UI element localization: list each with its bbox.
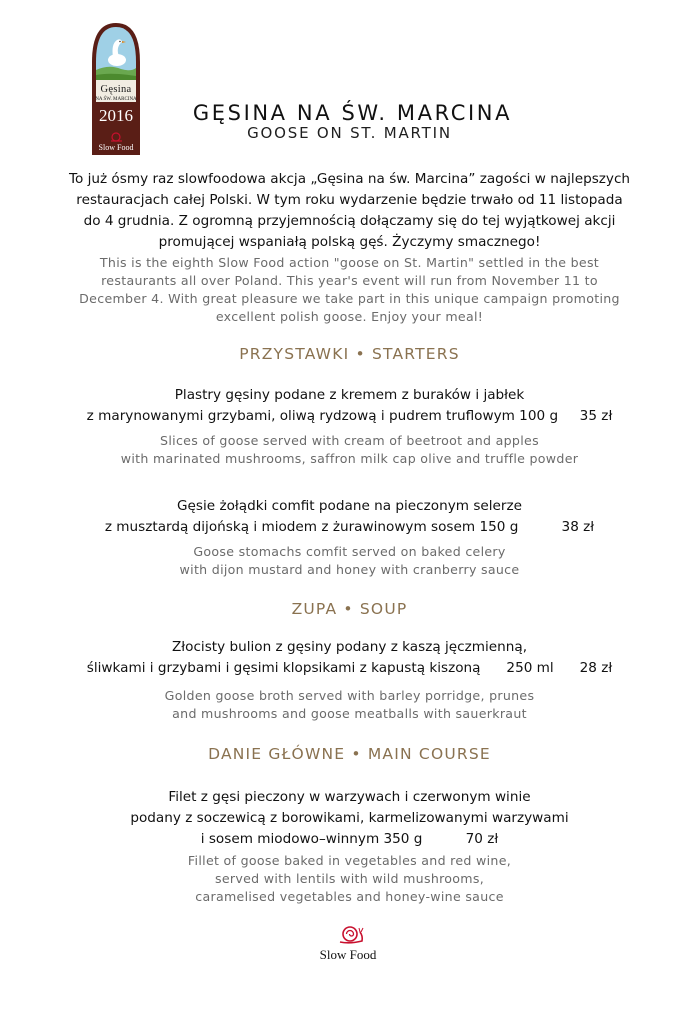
section-heading-soup: ZUPA • SOUP [291,600,408,618]
badge-year: 2016 [99,106,133,125]
dish-pl-line: śliwkami i grzybami i gęsimi klopsikami z kapustą kiszoną 250 ml 28 zł [86,660,613,676]
intro-en-line: December 4. With great pleasure we take part in this unique campaign promoting [79,291,620,306]
intro-en-line: This is the eighth Slow Food action "goose on St. Martin" settled in the best [99,255,600,270]
page-title: GĘSINA NA ŚW. MARCINA [192,101,513,125]
dish-en-line: caramelised vegetables and honey-wine sauce [195,889,504,904]
dish-en [0,432,699,468]
dish-pl [0,637,699,679]
dish-en [0,852,699,906]
section-heading-starters: PRZYSTAWKI • STARTERS [239,345,460,363]
dish-pl-line: Filet z gęsi pieczony w warzywach i czerwonym winie [168,789,531,805]
dish-en-line: with marinated mushrooms, saffron milk cap olive and truffle powder [120,451,579,466]
intro-polish [0,169,699,253]
dish-pl-line: i sosem miodowo–winnym 350 g 70 zł [200,831,499,847]
dish-pl [0,787,699,850]
dish-pl-line: Gęsie żołądki comfit podane na pieczonym selerze [177,498,522,514]
dish-pl-line: Złocisty bulion z gęsiny podany z kaszą jęczmienną, [171,639,528,655]
dish-pl [0,385,699,427]
footer-brand: Slow Food [319,947,377,962]
dish-pl-line: podany z soczewicą z borowikami, karmelizowanymi warzywami [130,810,569,826]
dish-en-line: served with lentils with wild mushrooms, [214,871,485,886]
dish-en-line: Golden goose broth served with barley porridge, prunes [164,688,535,703]
dish-pl-line: z musztardą dijońską i miodem z żurawinowym sosem 150 g 38 zł [104,519,595,535]
intro-pl-line: restauracjach całej Polski. W tym roku wydarzenie będzie trwało od 11 listopada [76,192,623,208]
dish-en-line: Fillet of goose baked in vegetables and red wine, [187,853,512,868]
dish-en-line: Goose stomachs comfit served on baked celery [193,544,506,559]
badge-brand: Slow Food [98,143,134,152]
dish-pl [0,496,699,538]
dish-en-line: with dijon mustard and honey with cranberry sauce [179,562,520,577]
intro-en-line: restaurants all over Poland. This year's event will run from November 11 to [101,273,598,288]
dish-pl-line: Plastry gęsiny podane z kremem z buraków i jabłek [174,387,525,403]
dish-en-line: Slices of goose served with cream of beetroot and apples [160,433,539,448]
dish-en-line: and mushrooms and goose meatballs with sauerkraut [172,706,527,721]
intro-en-line: excellent polish goose. Enjoy your meal! [215,309,484,324]
intro-pl-line: promującej wspaniałą polską gęś. Życzymy smacznego! [158,234,541,250]
dish-en [0,687,699,723]
badge-name: Gęsina [100,84,132,95]
intro-pl-line: do 4 grudnia. Z ogromną przyjemnością dołączamy się do tej wyjątkowej akcji [83,213,616,229]
section-heading-main: DANIE GŁÓWNE • MAIN COURSE [208,745,491,763]
dish-en [0,543,699,579]
intro-pl-line: To już ósmy raz slowfoodowa akcja „Gęsina na św. Marcina” zagości w najlepszych [68,171,631,187]
dish-pl-line: z marynowanymi grzybami, oliwą rydzową i pudrem truflowym 100 g 35 zł [86,408,613,424]
page-subtitle: GOOSE ON ST. MARTIN [247,124,452,142]
intro-english [0,254,699,326]
badge-subtitle: NA ŚW. MARCINA [95,97,137,102]
